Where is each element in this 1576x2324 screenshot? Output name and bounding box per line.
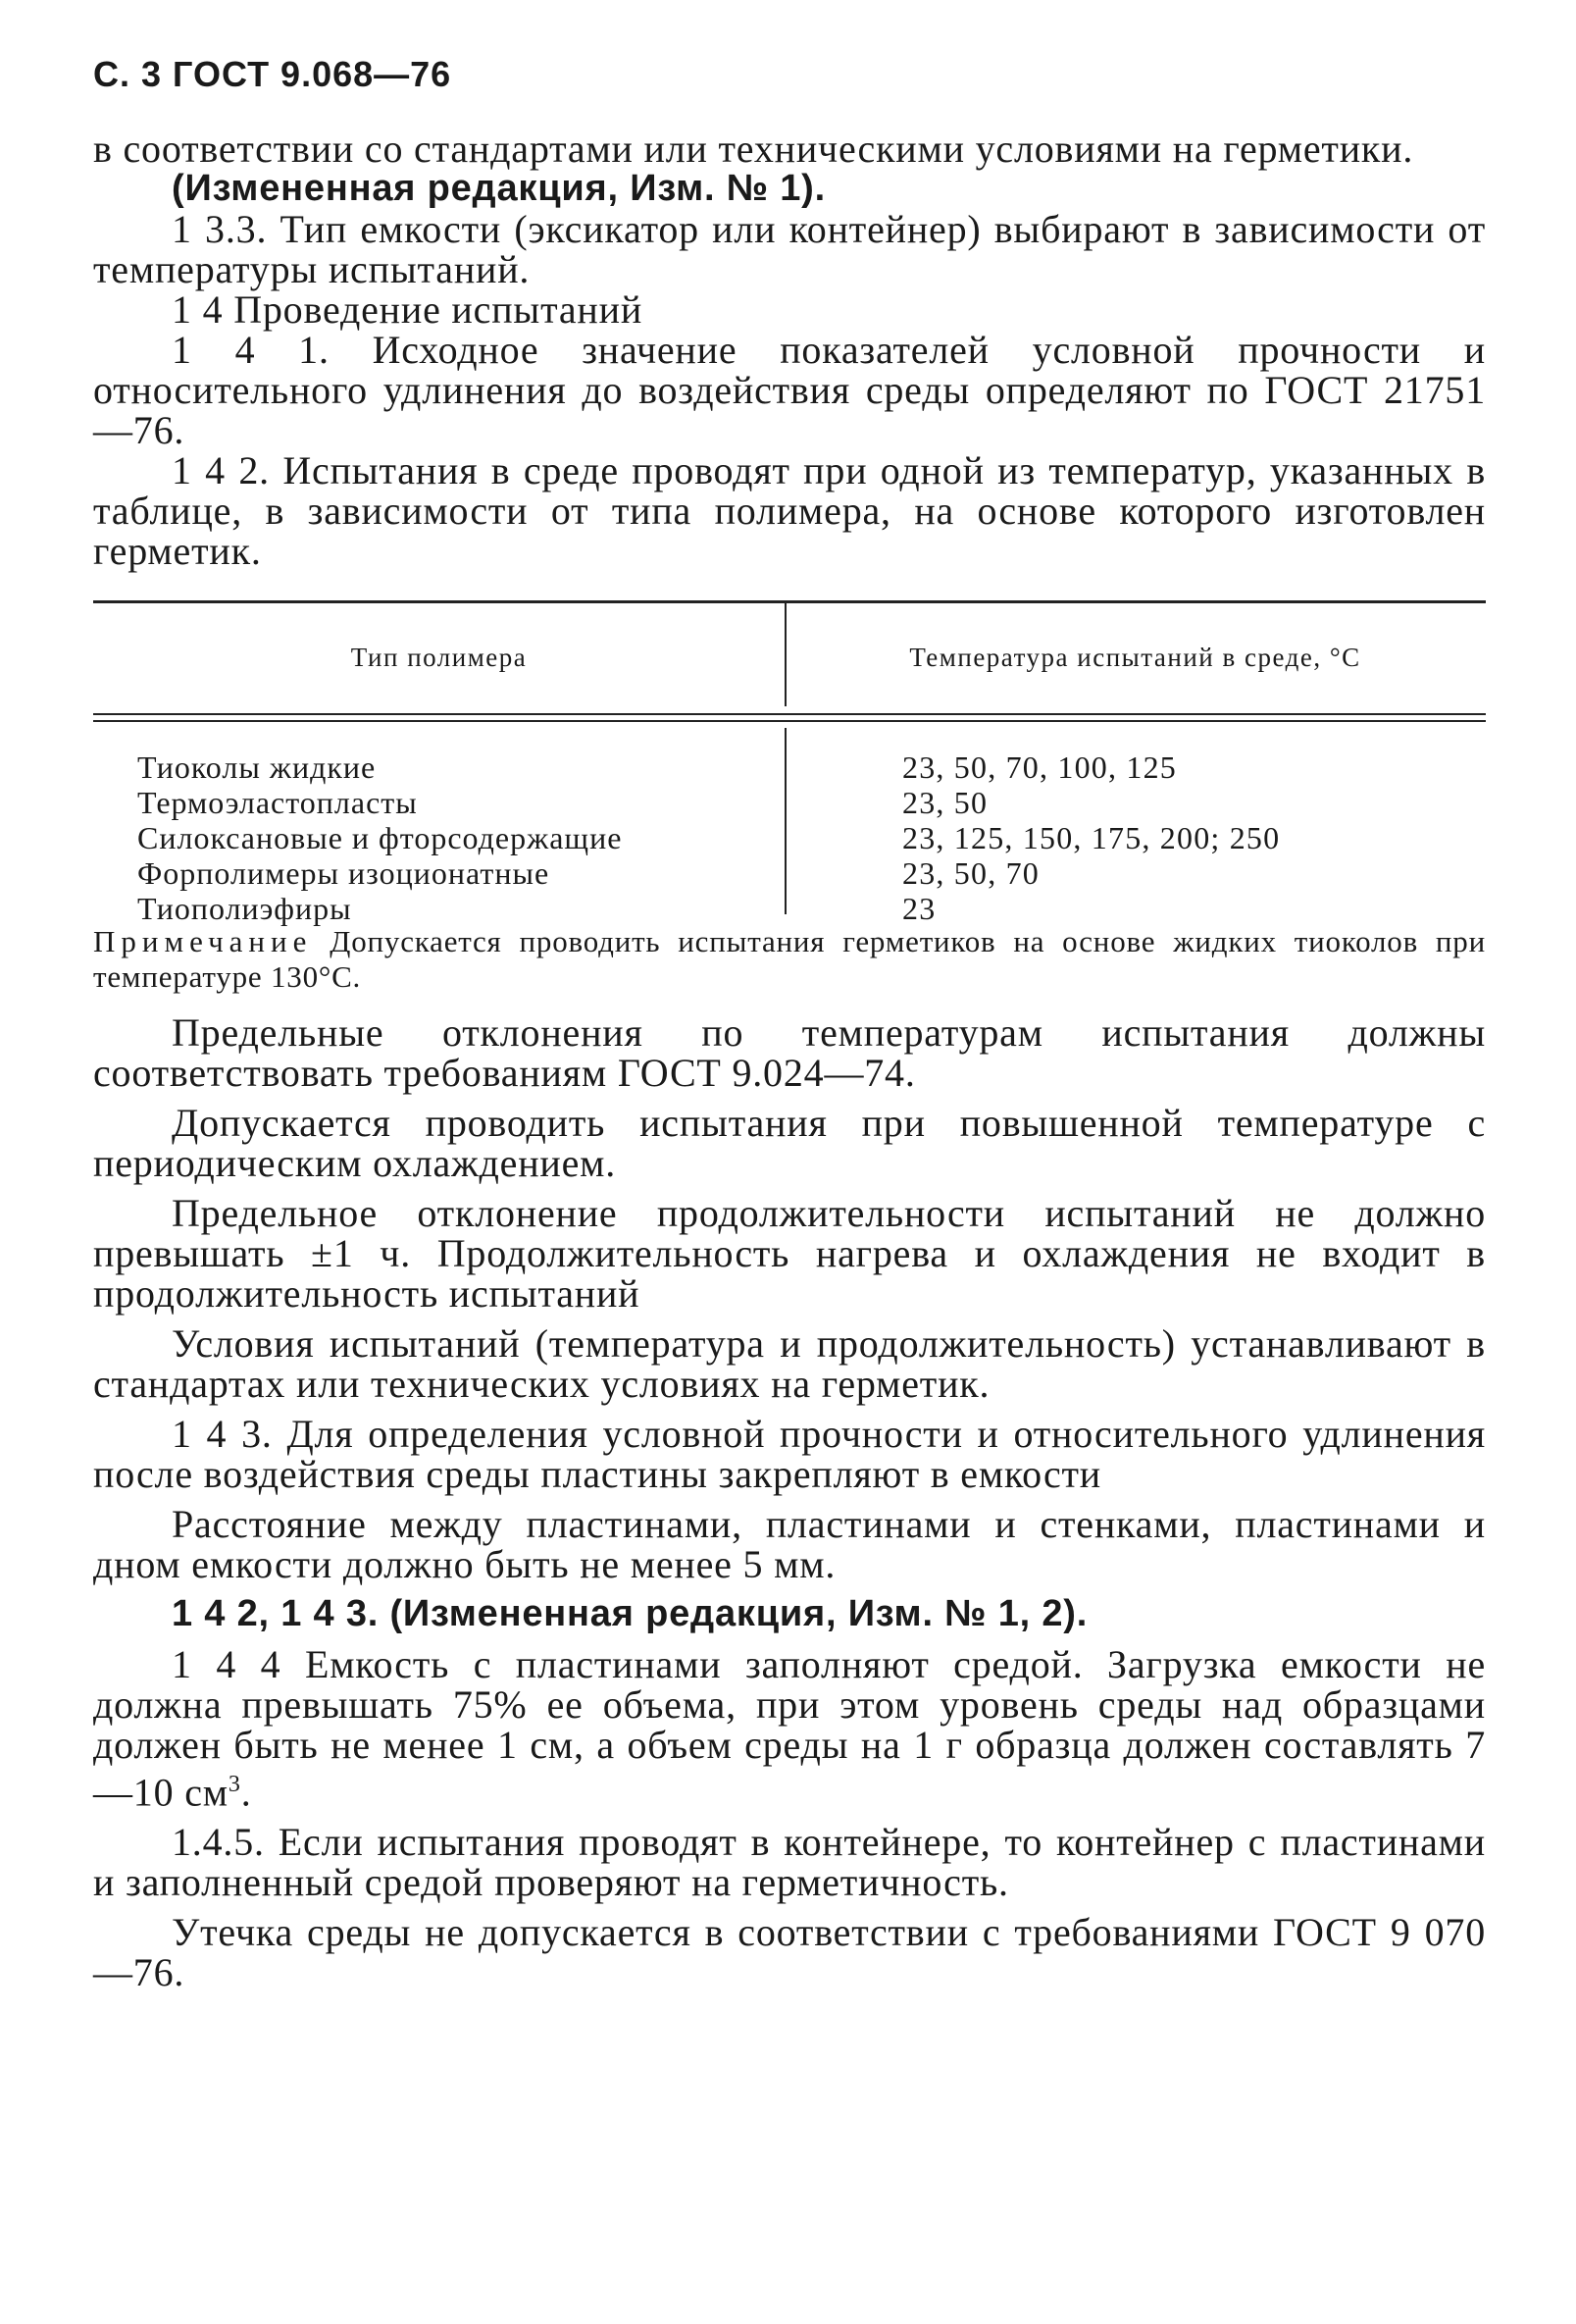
table-rule-mid [93, 713, 1486, 715]
document-page [93, 54, 1486, 1995]
table-body-divider [785, 728, 787, 914]
paragraph-1-4-5: 1.4.5. Если испытания проводят в контейнере, то контейнер с пластинами и заполненный средой проверяют на герметичность. [93, 1820, 1486, 1905]
superscript-3: 3 [228, 1772, 241, 1797]
table-cell: Форполимеры изоционатные [137, 855, 550, 891]
period: . [240, 1770, 252, 1815]
paragraph-1-4-3: 1 4 3. Для определения условной прочности и относительного удлинения после воздействия среды пластины закрепляют в емкости [93, 1412, 1486, 1496]
table-col-temperature [902, 749, 1280, 926]
note-text: Допускается проводить испытания герметиков на основе жидких тиоколов при температуре 130°С. [93, 924, 1486, 994]
paragraph-temp-deviation: Предельные отклонения по температурам испытания должны соответствовать требованиям ГОСТ 9.024—74. [93, 1010, 1486, 1095]
table-cell: 23, 50, 70, 100, 125 [902, 749, 1177, 785]
table-cell: Тиоколы жидкие [137, 749, 377, 785]
table-cell: 23, 50, 70 [902, 855, 1040, 891]
section-heading-1-4: 1 4 Проведение испытаний [172, 287, 643, 332]
table-cell: Силоксановые и фторсодержащие [137, 820, 623, 855]
amendment-note-1: (Измененная редакция, Изм. № 1). [172, 168, 826, 209]
page-header: С. 3 ГОСТ 9.068—76 [93, 54, 452, 94]
paragraph-1-4-4-text: 1 4 4 Емкость с пластинами заполняют средой. Загрузка емкости не должна превышать 75% ее объема, при этом уровень среды над образцами должен быть не менее 1 см, а объем среды на 1 г образца должен составлять 7—10 см [93, 1642, 1486, 1815]
table-cell: Термоэластопласты [137, 785, 418, 820]
temperature-table [93, 600, 1486, 924]
paragraph-continuation: в соответствии со стандартами или техническими условиями на герметики. [93, 127, 1414, 171]
note-label: Примечание [93, 924, 313, 958]
paragraph-leak: Утечка среды не допускается в соответствии с требованиями ГОСТ 9 070—76. [93, 1910, 1486, 1995]
table-header-polymer: Тип полимера [350, 643, 528, 672]
table-col-polymer [137, 749, 622, 926]
paragraph-test-conditions: Условия испытаний (температура и продолжительность) устанавливают в стандартах или технических условиях на герметик. [93, 1321, 1486, 1406]
paragraph-elevated-temp: Допускается проводить испытания при повышенной температуре с периодическим охлаждением. [93, 1101, 1486, 1185]
table-cell: Тиополиэфиры [137, 891, 352, 926]
paragraph-plate-distance: Расстояние между пластинами, пластинами и стенками, пластинами и дном емкости должно быть не менее 5 мм. [93, 1502, 1486, 1586]
table-header-temperature: Температура испытаний в среде, °С [909, 643, 1361, 672]
paragraph-1-4-2: 1 4 2. Испытания в среде проводят при одной из температур, указанных в таблице, в зависимости от типа полимера, на основе которого изготовлен герметик. [93, 448, 1486, 573]
amendment-note-2: 1 4 2, 1 4 3. (Измененная редакция, Изм. № 1, 2). [172, 1593, 1089, 1634]
table-cell: 23, 125, 150, 175, 200; 250 [902, 820, 1281, 855]
paragraph-1-4-4 [93, 1642, 1486, 1815]
paragraph-1-4-1: 1 4 1. Исходное значение показателей условной прочности и относительного удлинения до воздействия среды определяют по ГОСТ 21751—76. [93, 328, 1486, 452]
table-cell: 23, 50 [902, 785, 989, 820]
paragraph-duration-deviation: Предельное отклонение продолжительности испытаний не должно превышать ±1 ч. Продолжительность нагрева и охлаждения не входит в продолжительность испытаний [93, 1191, 1486, 1316]
table-rule-mid-double [93, 720, 1486, 722]
paragraph-1-3-3: 1 3.3. Тип емкости (эксикатор или контейнер) выбирают в зависимости от температуры испытаний. [93, 207, 1486, 291]
table-note [93, 924, 1486, 995]
table-rule-top [93, 600, 1486, 603]
table-cell: 23 [902, 891, 937, 926]
